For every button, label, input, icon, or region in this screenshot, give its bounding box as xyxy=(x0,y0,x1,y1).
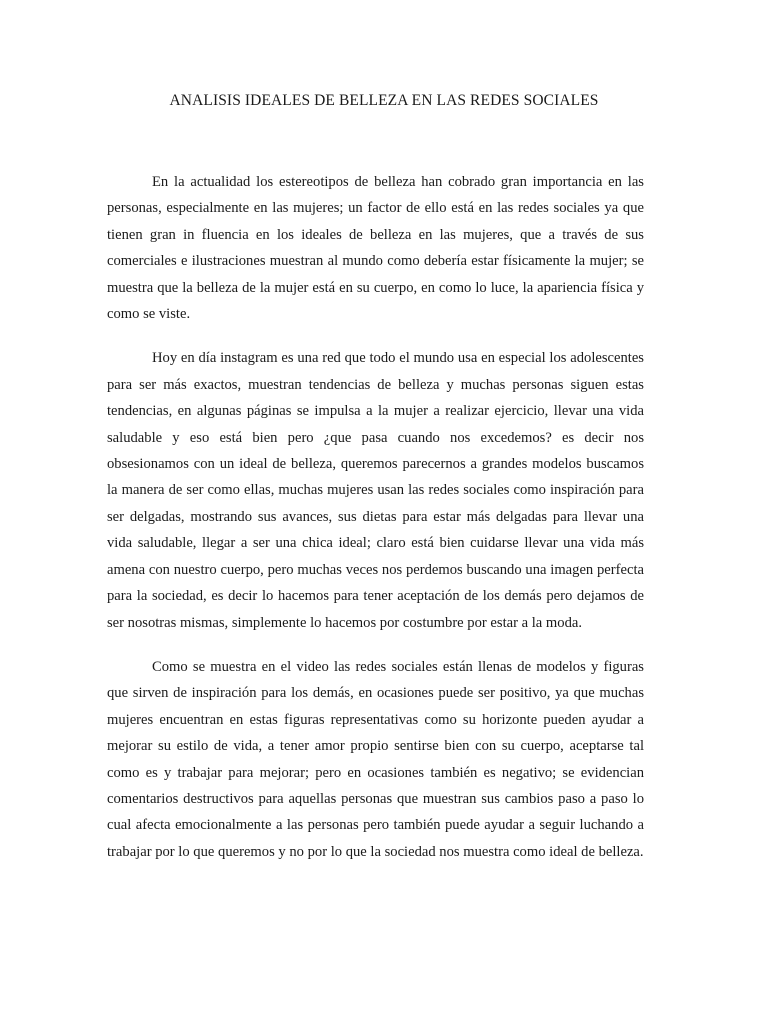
document-title: ANALISIS IDEALES DE BELLEZA EN LAS REDES SOCIALES xyxy=(169,92,599,109)
document-body xyxy=(107,169,644,883)
paragraph-1: En la actualidad los estereotipos de belleza han cobrado gran importancia en las personas, especialmente en las mujeres; un factor de ello está en las redes sociales ya que tienen gran in fluencia en los ideales de belleza en las mujeres, que a través de sus comerciales e ilustraciones muestran al mundo como debería estar físicamente la mujer; se muestra que la belleza de la mujer está en su cuerpo, en como lo luce, la apariencia física y como se viste. xyxy=(107,174,644,323)
paragraph-2: Hoy en día instagram es una red que todo el mundo usa en especial los adolescentes para ser más exactos, muestran tendencias de belleza y muchas personas siguen estas tendencias, en algunas páginas se impulsa a la mujer a realizar ejercicio, llevar una vida saludable y eso está bien pero ¿que pasa cuando nos excedemos? es decir nos obsesionamos con un ideal de belleza, queremos parecernos a grandes modelos buscamos la manera de ser como ellas, muchas mujeres usan las redes sociales como inspiración para ser delgadas, mostrando sus avances, sus dietas para estar más delgadas para llevar una vida saludable, llegar a ser una chica ideal; claro está bien cuidarse llevar una vida más amena con nuestro cuerpo, pero muchas veces nos perdemos buscando una imagen perfecta para la sociedad, es decir lo hacemos para tener aceptación de los demás pero dejamos de ser nosotras mismas, simplemente lo hacemos por costumbre por estar a la moda. xyxy=(107,350,644,631)
paragraph-3: Como se muestra en el video las redes sociales están llenas de modelos y figuras que sirven de inspiración para los demás, en ocasiones puede ser positivo, ya que muchas mujeres encuentran en estas figuras representativas como su horizonte pueden ayudar a mejorar su estilo de vida, a tener amor propio sentirse bien con su cuerpo, aceptarse tal como es y trabajar para mejorar; pero en ocasiones también es negativo; se evidencian comentarios destructivos para aquellas personas que muestran sus cambios paso a paso lo cual afecta emocionalmente a las personas pero también puede ayudar a seguir luchando a trabajar por lo que queremos y no por lo que la sociedad nos muestra como ideal de belleza. xyxy=(107,658,644,860)
